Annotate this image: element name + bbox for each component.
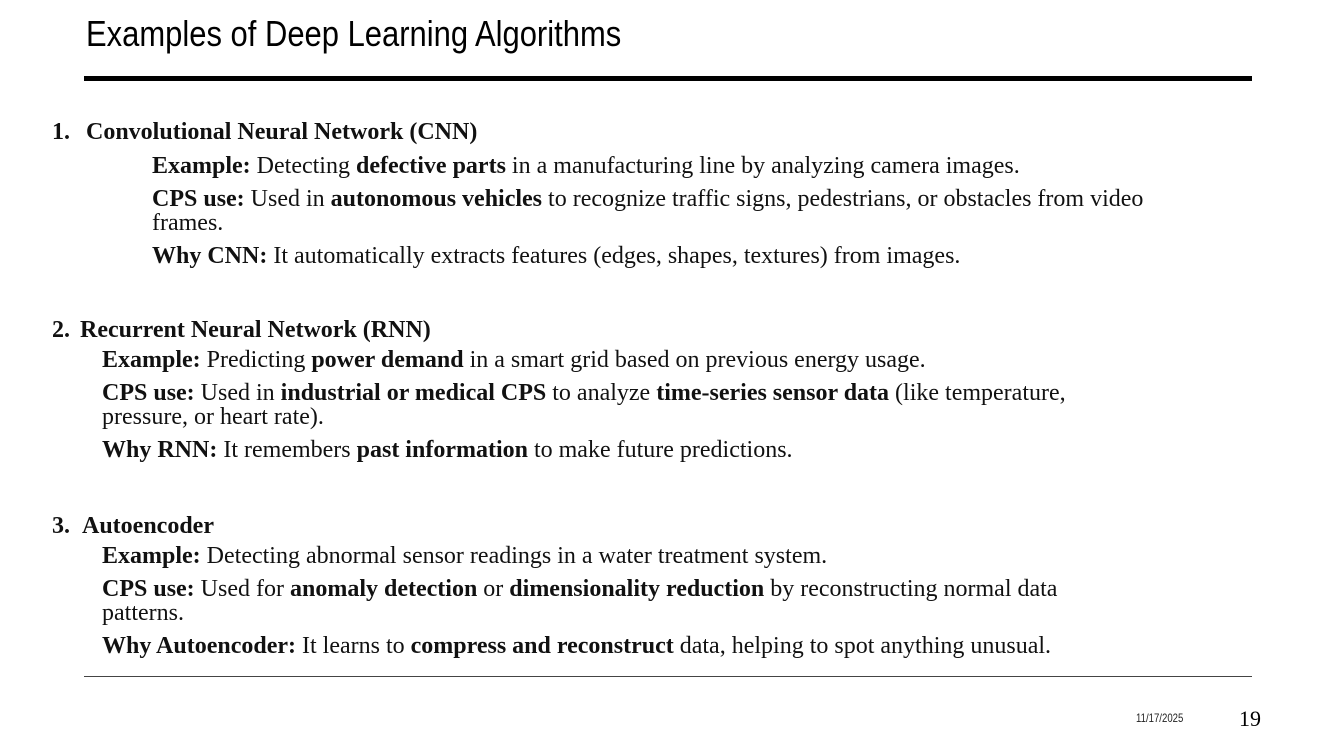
text: It learns to: [296, 633, 411, 659]
section-items: [102, 348, 1102, 462]
section-heading: [52, 316, 1102, 344]
text: or: [477, 576, 510, 602]
section-title: Recurrent Neural Network (RNN): [80, 317, 431, 343]
example-label: Example:: [102, 347, 201, 373]
text: in a manufacturing line by analyzing camera images.: [505, 153, 1020, 179]
title-rule: [84, 76, 1252, 81]
section-number: 2.: [52, 317, 70, 343]
section-items: [152, 154, 1182, 268]
text: It remembers: [217, 437, 357, 463]
cps-label: CPS use:: [102, 576, 195, 602]
cps-use-line: [102, 381, 1102, 429]
example-line: [152, 154, 1182, 178]
example-line: [102, 348, 1102, 372]
why-label: Why RNN:: [102, 437, 218, 463]
text: Used for: [194, 576, 290, 602]
bold-text: anomaly detection: [289, 576, 478, 602]
text: (like temperature, pressure, or heart rate).: [102, 380, 1066, 430]
bold-text: defective parts: [355, 153, 506, 179]
page-number: 19: [1239, 706, 1261, 731]
text: to recognize traffic signs, pedestrians, or obstacles from video frames.: [152, 186, 1144, 236]
why-label: Why Autoencoder:: [102, 633, 296, 659]
text: Detecting: [250, 153, 356, 179]
text: Predicting: [200, 347, 312, 373]
why-label: Why CNN:: [152, 243, 268, 269]
section-rnn: [52, 316, 1102, 471]
section-title: Autoencoder: [82, 513, 214, 539]
slide-title: Examples of Deep Learning Algorithms: [86, 13, 622, 54]
section-items: [102, 544, 1112, 658]
cps-label: CPS use:: [152, 186, 245, 212]
section-heading: [52, 512, 1112, 540]
footer-date: 11/17/2025: [1136, 711, 1184, 725]
bold-text: past information: [356, 437, 528, 463]
section-autoencoder: [52, 512, 1112, 667]
cps-use-line: [102, 577, 1112, 625]
bold-text: dimensionality reduction: [509, 576, 765, 602]
text: to make future predictions.: [527, 437, 793, 463]
cps-use-line: [152, 187, 1182, 235]
section-cnn: [52, 118, 1182, 277]
text: data, helping to spot anything unusual.: [673, 633, 1052, 659]
bold-text: time-series sensor data: [656, 380, 890, 406]
text: by reconstructing normal data patterns.: [102, 576, 1058, 626]
text: to analyze: [546, 380, 657, 406]
text: It automatically extracts features (edges, shapes, textures) from images.: [267, 243, 961, 269]
why-line: [152, 244, 1182, 268]
section-number: 3.: [52, 513, 70, 539]
footer-rule: [84, 676, 1252, 677]
text: in a smart grid based on previous energy usage.: [463, 347, 926, 373]
text: Used in: [194, 380, 281, 406]
bold-text: compress and reconstruct: [410, 633, 674, 659]
section-number: 1.: [52, 119, 70, 145]
cps-label: CPS use:: [102, 380, 195, 406]
example-line: [102, 544, 1112, 568]
example-label: Example:: [102, 543, 201, 569]
section-heading: [52, 118, 1182, 146]
why-line: [102, 634, 1112, 658]
section-title: Convolutional Neural Network (CNN): [86, 119, 478, 145]
example-label: Example:: [152, 153, 251, 179]
bold-text: power demand: [311, 347, 464, 373]
text: Detecting abnormal sensor readings in a water treatment system.: [200, 543, 828, 569]
bold-text: autonomous vehicles: [330, 186, 543, 212]
text: Used in: [244, 186, 331, 212]
why-line: [102, 438, 1102, 462]
bold-text: industrial or medical CPS: [280, 380, 547, 406]
